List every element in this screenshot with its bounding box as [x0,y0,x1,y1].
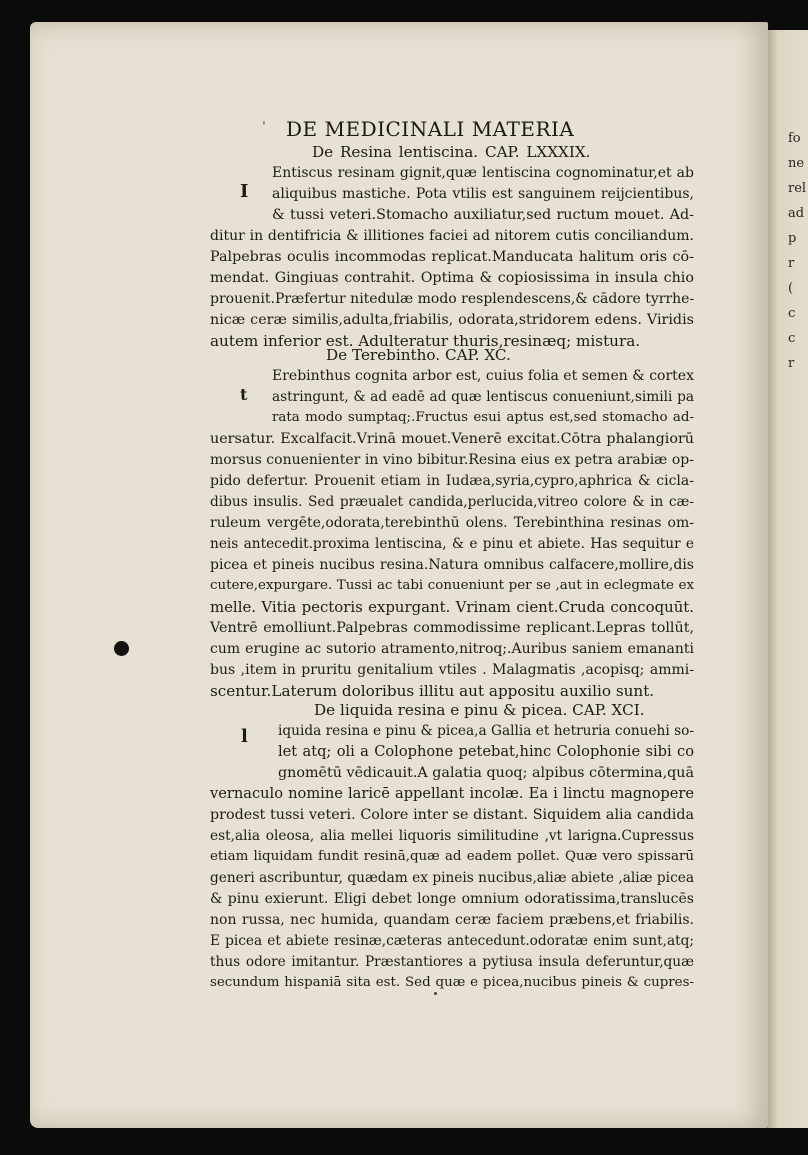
text-line: let atq; oli a Colophone petebat,hinc Colophonie sibi co [278,743,694,760]
facing-line: r [788,256,795,271]
facing-line: p [788,231,797,246]
facing-line: c [788,306,796,321]
text-line: aliquibus mastiche. Pota vtilis est sanguinem reijcientibus, [272,186,694,202]
running-header: DE MEDICINALI MATERIA [286,117,575,141]
facing-line: ad [788,206,805,221]
ink-blot [114,641,129,656]
text-line: mendat. Gingiuas contrahit. Optima & copiosissima in insula chio [210,270,694,286]
text-line: & tussi veteri.Stomacho auxiliatur,sed ructum mouet. Ad- [272,207,694,223]
text-line: Entiscus resinam gignit,quæ lentiscina cognominatur,et ab [272,165,694,181]
chapter-heading: De Terebintho. CAP. XC. [326,346,511,364]
facing-line: ne [788,156,805,171]
facing-line: fo [788,131,801,146]
text-line: cutere,expurgare. Tussi ac tabi conueniunt per se ,aut in eclegmate ex [210,578,694,593]
text-line: uersatur. Excalfacit.Vrinā mouet.Venerē excitat.Cōtra phalangiorū [210,431,694,447]
text-line: bus ,item in pruritu genitalium vtiles . Malagmatis ,acopisq; ammi- [210,662,694,678]
text-line: neis antecedit.proxima lentiscina, & e pinu et abiete. Has sequitur e [210,536,694,552]
text-line: picea et pineis nucibus resina.Natura omnibus calfacere,mollire,dis [210,557,694,573]
text-line: vernaculo nomine laricē appellant incolæ. Ea i linctu magnopere [210,785,694,802]
text-line: non russa, nec humida, quandam ceræ faciem præbens,et friabilis. [210,912,694,928]
text-line: ditur in dentifricia & illitiones faciei ad nitorem cutis conciliandum. [210,228,694,244]
guide-letter: t [240,385,248,404]
facing-line: r [788,356,795,371]
facing-line: c [788,331,796,346]
text-line: melle. Vitia pectoris expurgant. Vrinam cient.Cruda concoquūt. [210,598,694,616]
text-line: nicæ ceræ similis,adulta,friabilis, odorata,stridorem edens. Viridis [210,312,694,328]
text-line: cum erugine ac sutorio atramento,nitroq;.Auribus saniem emananti [210,641,694,657]
facing-page-text [788,126,807,376]
text-line: prouenit.Præfertur nitedulæ modo resplendescens,& cādore tyrrhe- [210,291,695,307]
chapter-heading: De liquida resina e pinu & picea. CAP. XCI. [314,701,645,719]
text-line: autem inferior est. Adulteratur thuris,resinæq; mistura. [210,332,641,350]
text-line: Ventrē emolliunt.Palpebras commodissime replicant.Lepras tollūt, [210,620,694,636]
text-line: Erebinthus cognita arbor est, cuius folia et semen & cortex [272,368,694,384]
chapter-heading: De Resina lentiscina. CAP. LXXXIX. [312,143,591,161]
text-line: dibus insulis. Sed præualet candida,perlucida,vitreo colore & in cæ- [210,494,694,510]
text-line: secundum hispaniā sita est. Sed quæ e picea,nucibus pineis & cupres- [210,975,694,990]
text-line: thus odore imitantur. Præstantiores a pytiusa insula deferuntur,quæ [210,954,694,970]
guide-letter: l [241,726,248,747]
text-line: astringunt, & ad eadē ad quæ lentiscus conueniunt,simili pa [272,389,694,405]
text-line: E picea et abiete resinæ,cæteras antecedunt.odoratæ enim sunt,atq; [210,933,694,949]
text-line: gnomētū vēdicauit.A galatia quoq; alpibus cōtermina,quā [278,765,694,781]
facing-line: rel [788,181,807,196]
text-line: pido defertur. Prouenit etiam in Iudæa,syria,cypro,aphrica & cicla- [210,473,694,489]
text-line: prodest tussi veteri. Colore inter se distant. Siquidem alia candida [210,807,694,823]
text-line: iquida resina e pinu & picea,a Gallia et hetruria conuehi so- [278,723,694,739]
guide-letter: I [240,181,249,202]
text-line: Palpebras oculis incommodas replicat.Manducata halitum oris cō- [210,249,694,265]
text-line: generi ascribuntur, quædam ex pineis nucibus,aliæ abiete ,aliæ picea [210,870,694,886]
text-line: ruleum vergēte,odorata,terebinthū olens. Terebinthina resinas om- [210,515,694,531]
text-line: rata modo sumptaq;.Fructus esui aptus est,sed stomacho ad- [272,410,694,425]
text-line: & pinu exierunt. Eligi debet longe omnium odoratissima,translucēs [210,891,694,907]
text-line: morsus conuenienter in vino bibitur.Resina eius ex petra arabiæ op- [210,452,694,468]
text-line: est,alia oleosa, alia mellei liquoris similitudine ,vt larigna.Cupressus [210,828,694,844]
text-line: etiam liquidam fundit resinā,quæ ad eadem pollet. Quæ vero spissarū [210,849,694,864]
margin-mark: ˈ [262,120,266,136]
facing-line: ( [788,281,794,296]
text-line: scentur.Laterum doloribus illitu aut appositu auxilio sunt. [210,682,655,700]
